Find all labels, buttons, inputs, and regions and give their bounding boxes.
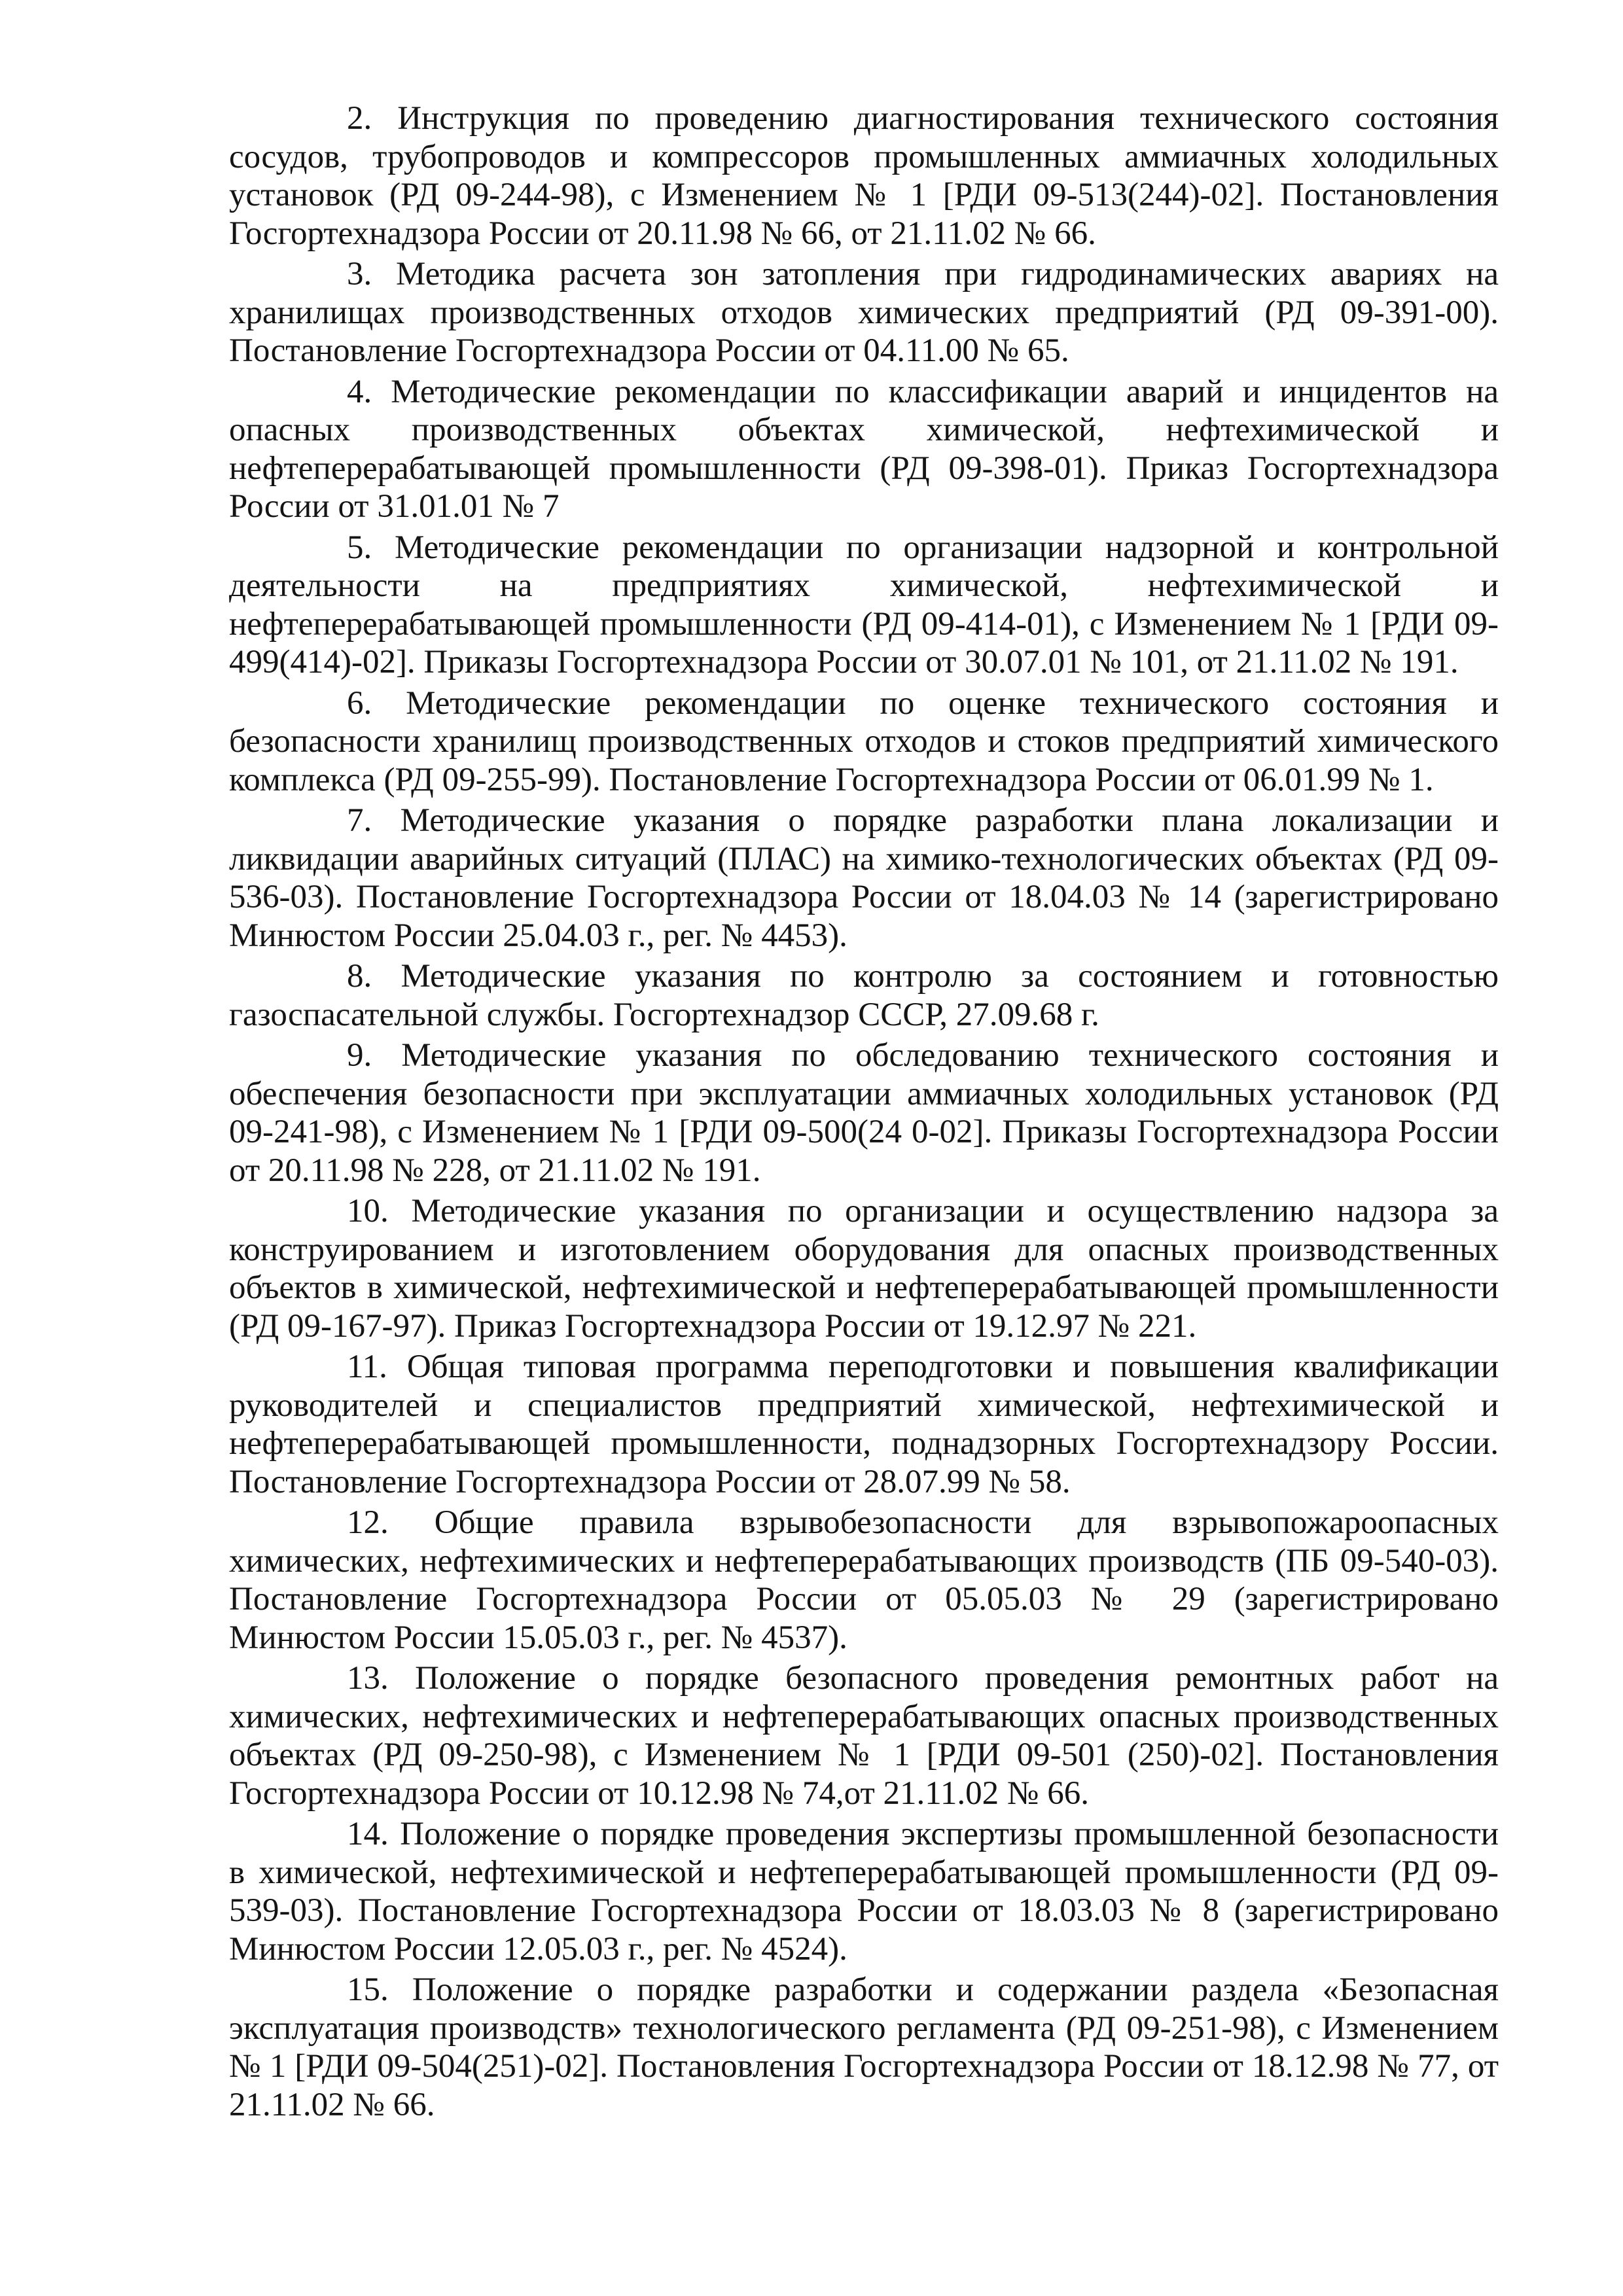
list-item — [229, 684, 1499, 800]
item-text: Положение о порядке проведения экспертизы промышленной безопасности в химической, нефтехимической и нефтеперерабатывающей промышленности (РД 09-539-03). Постановление Госгортехнадзора России от 18.03.03 № 8 (зарегистрировано Минюстом России 12.05.03 г., рег. № 4524). — [229, 1816, 1499, 1968]
list-item — [229, 255, 1499, 370]
item-number: 11. — [347, 1349, 387, 1385]
item-number: 7. — [347, 802, 372, 839]
item-text: Положение о порядке безопасного проведения ремонтных работ на химических, нефтехимических и нефтеперерабатывающих опасных производственных объектах (РД 09-250-98), с Изменением № 1 [РДИ 09-501 (250)-02]. Постановления Госгортехнадзора России от 10.12.98 № 74,от 21.11.02 № 66. — [229, 1660, 1499, 1812]
item-number: 2. — [347, 100, 372, 137]
list-item — [229, 802, 1499, 955]
item-text: Методические рекомендации по классификации аварий и инцидентов на опасных производственных объектах химической, нефтехимической и нефтеперерабатывающей промышленности (РД 09-398-01). Приказ Госгортехнадзора России от 31.01.01 № 7 — [229, 373, 1499, 525]
item-text: Инструкция по проведению диагностирования технического состояния сосудов, трубопроводов и компрессоров промышленных аммиачных холодильных установок (РД 09-244-98), с Изменением № 1 [РДИ 09-513(244)-02]. Постановления Госгортехнадзора России от 20.11.98 № 66, от 21.11.02 № 66. — [229, 100, 1499, 252]
item-text: Методика расчета зон затопления при гидродинамических авариях на хранилищах производственных отходов химических предприятий (РД 09-391-00). Постановление Госгортехнадзора России от 04.11.00 № 65. — [229, 256, 1499, 369]
item-number: 15. — [347, 1971, 389, 2008]
item-text: Положение о порядке разработки и содержании раздела «Безопасная эксплуатация производств» технологического регламента (РД 09-251-98), с Изменением № 1 [РДИ 09-504(251)-02]. Постановления Госгортехнадзора России от 18.12.98 № 77, от 21.11.02 № 66. — [229, 1971, 1499, 2123]
item-text: Общие правила взрывобезопасности для взрывопожароопасных химических, нефтехимических и нефтеперерабатывающих производств (ПБ 09-540-03). Постановление Госгортехнадзора России от 05.05.03 № 29 (зарегистрировано Минюстом России 15.05.03 г., рег. № 4537). — [229, 1504, 1499, 1656]
list-item — [229, 957, 1499, 1034]
item-text: Методические указания о порядке разработки плана локализации и ликвидации аварийных ситуаций (ПЛАС) на химико-технологических объектах (РД 09-536-03). Постановление Госгортехнадзора России от 18.04.03 № 14 (зарегистрировано Минюстом России 25.04.03 г., рег. № 4453). — [229, 802, 1499, 954]
list-item — [229, 373, 1499, 526]
item-number: 14. — [347, 1816, 389, 1852]
list-item — [229, 99, 1499, 253]
item-number: 4. — [347, 373, 372, 410]
item-text: Методические рекомендации по оценке технического состояния и безопасности хранилищ производственных отходов и стоков предприятий химического комплекса (РД 09-255-99). Постановление Госгортехнадзора России от 06.01.99 № 1. — [229, 684, 1499, 798]
item-text: Методические рекомендации по организации надзорной и контрольной деятельности на предприятиях химической, нефтехимической и нефтеперерабатывающей промышленности (РД 09-414-01), с Изменением № 1 [РДИ 09-499(414)-02]. Приказы Госгортехнадзора России от 30.07.01 № 101, от 21.11.02 № 191. — [229, 529, 1499, 680]
item-number: 5. — [347, 529, 372, 566]
list-item — [229, 1036, 1499, 1190]
item-text: Методические указания по организации и осуществлению надзора за конструированием и изготовлением оборудования для опасных производственных объектов в химической, нефтехимической и нефтеперерабатывающей промышленности (РД 09-167-97). Приказ Госгортехнадзора России от 19.12.97 № 221. — [229, 1193, 1499, 1345]
list-item — [229, 1815, 1499, 1968]
list-item — [229, 1348, 1499, 1501]
item-number: 3. — [347, 256, 372, 292]
document-page — [229, 99, 1499, 2127]
item-text: Методические указания по контролю за состоянием и готовностью газоспасательной службы. Госгортехнадзор СССР, 27.09.68 г. — [229, 958, 1499, 1033]
item-number: 12. — [347, 1504, 389, 1541]
list-item — [229, 1192, 1499, 1345]
list-item — [229, 1504, 1499, 1657]
item-number: 6. — [347, 684, 372, 722]
list-item — [229, 529, 1499, 682]
item-number: 10. — [347, 1193, 389, 1229]
item-number: 13. — [347, 1660, 389, 1697]
item-text: Общая типовая программа переподготовки и повышения квалификации руководителей и специалистов предприятий химической, нефтехимической и нефтеперерабатывающей промышленности, поднадзорных Госгортехнадзору России. Постановление Госгортехнадзора России от 28.07.99 № 58. — [229, 1349, 1499, 1500]
item-number: 8. — [347, 958, 372, 995]
list-item — [229, 1659, 1499, 1812]
list-item — [229, 1971, 1499, 2124]
item-text: Методические указания по обследованию технического состояния и обеспечения безопасности при эксплуатации аммиачных холодильных установок (РД 09-241-98), с Изменением № 1 [РДИ 09-500(24 0-02]. Приказы Госгортехнадзора России от 20.11.98 № 228, от 21.11.02 № 191. — [229, 1037, 1499, 1189]
item-number: 9. — [347, 1037, 372, 1074]
